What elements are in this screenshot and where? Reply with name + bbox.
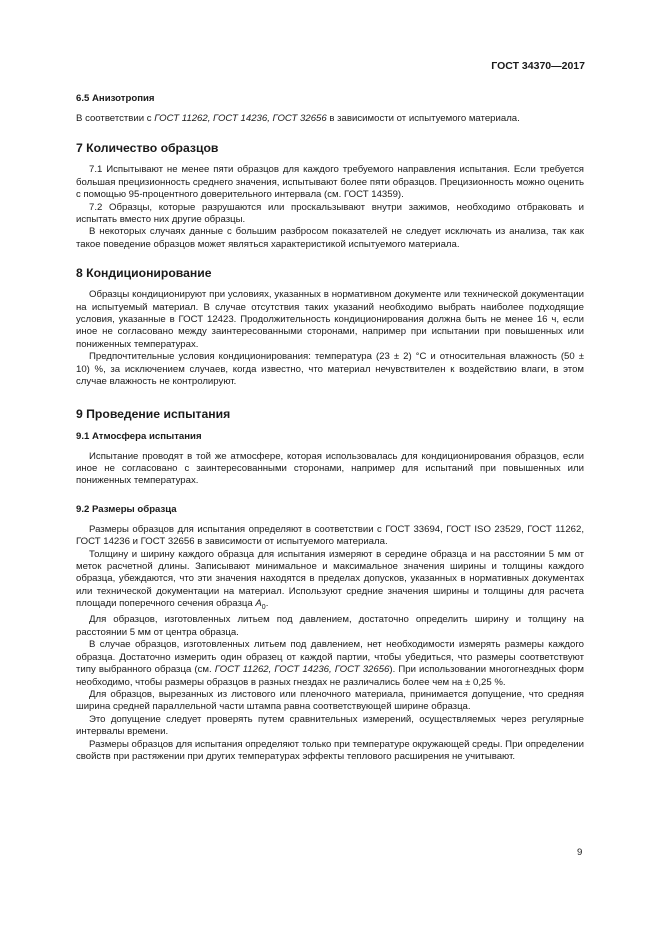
section-9-2-heading: 9.2 Размеры образца [76,503,177,515]
section-9-2-paragraph-7: Размеры образцов для испытания определяют только при температуре окружающей среды. При определении свойств при растяжении при других температурах эффекты теплового расширения не учитывают. [76,738,584,762]
s92-p2-var: A [255,598,262,610]
section-8-heading: 8 Кондиционирование [76,266,212,281]
section-9-1-paragraph: Испытание проводят в той же атмосфере, которая использовалась для кондиционирования образцов, если иное не согласовано с заинтересованными сторонами, например для испытаний при повышенных или пониженных температурах. [76,450,584,487]
section-9-2-paragraph-6: Это допущение следует проверять путем сравнительных измерений, осуществляемых через регулярные интервалы времени. [76,713,584,738]
page-number: 9 [577,847,583,858]
s92-p2-text: Толщину и ширину каждого образца для испытания измеряют в середине образца и на расстоянии 5 мм от меток расчетной длины. Записывают минимальное и максимальное значения ширины и толщины каждого образца, убеждаются, что эти значения находятся в пределах допусков, указанных в нормативных документах или технической документации на материал. Используют средние значения ширины и толщины для расчета площади поперечного сечения образца [76,548,584,610]
s65-refs: ГОСТ 11262, ГОСТ 14236, ГОСТ 32656 [154,113,327,124]
section-9-1-heading: 9.1 Атмосфера испытания [76,430,202,442]
s92-p2-sub: 0 [261,604,266,612]
section-9-heading: 9 Проведение испытания [76,406,231,421]
page-content [76,90,584,763]
s92-p4-refs: ГОСТ 11262, ГОСТ 14236, ГОСТ 32656 [214,664,390,676]
section-6-5-paragraph [76,113,584,125]
section-7-heading: 7 Количество образцов [76,141,219,156]
section-7-2-paragraph: 7.2 Образцы, которые разрушаются или проскальзывают внутри зажимов, необходимо отбраковать и испытать вместо них другие образцы. [76,201,584,226]
section-9-2-paragraph-4 [76,639,584,689]
section-9-2-paragraph-5: Для образцов, вырезанных из листового или пленочного материала, принимается допущение, что средняя ширина средней параллельной части штампа равна соответствующей ширине образца. [76,688,584,713]
section-7-1-paragraph: 7.1 Испытывают не менее пяти образцов для каждого требуемого направления испытания. Если требуется большая прецизионность среднего значения, испытывают более пяти образцов. Прецизионность можно оценить с помощью 95-процентного доверительного интервала (см. ГОСТ 14359). [76,164,584,201]
section-6-5-heading: 6.5 Анизотропия [76,93,155,104]
section-8-paragraph-2: Предпочтительные условия кондиционирования: температура (23 ± 2) °С и относительная влажность (50 ± 10) %, за исключением случаев, когда известно, что материал нечувствителен к воздействию влаги, в этом случае влажность не контролируют. [76,351,584,388]
section-9-2-paragraph-2 [76,549,584,615]
section-9-2-paragraph-1: Размеры образцов для испытания определяют в соответствии с ГОСТ 33694, ГОСТ ISO 23529, ГОСТ 11262, ГОСТ 14236 и ГОСТ 32656 в зависимости от испытуемого материала. [76,523,584,548]
s65-text-pre: В соответствии с [76,113,155,124]
s92-p2-end: . [265,598,269,610]
s92-p4-pre: В случае образцов, изготовленных литьем под давлением, нет необходимости измерять размеры каждого образца. Достаточно измерить один образец от каждой партии, чтобы убедиться, что размеры соответствуют типу выбранного образца (см. [76,639,584,676]
section-7-note-paragraph: В некоторых случаях данные с большим разбросом показателей не следует исключать из анализа, так как такое поведение образцов может являться характеристикой испытуемого материала. [76,226,584,250]
standard-header: ГОСТ 34370—2017 [491,60,585,72]
s92-p4-post: ). При использовании многогнездных форм необходимо, чтобы размеры образцов в разных гнездах не различались более чем на ± 0,25 %. [76,664,584,688]
s65-text-post: в зависимости от испытуемого материала. [326,113,520,124]
section-8-paragraph-1: Образцы кондиционируют при условиях, указанных в нормативном документе или технической документации на испытуемый материал. В случае отсутствия таких указаний необходимо выбрать наиболее подходящие условия, указанные в ГОСТ 12423. Продолжительность кондиционирования должна быть не менее 16 ч, если иное не согласовано между заинтересованными сторонами, например при испытании при повышенных или пониженных температурах. [76,289,584,350]
section-9-2-paragraph-3: Для образцов, изготовленных литьем под давлением, достаточно определить ширину и толщину на расстоянии 5 мм от центра образца. [76,614,584,638]
